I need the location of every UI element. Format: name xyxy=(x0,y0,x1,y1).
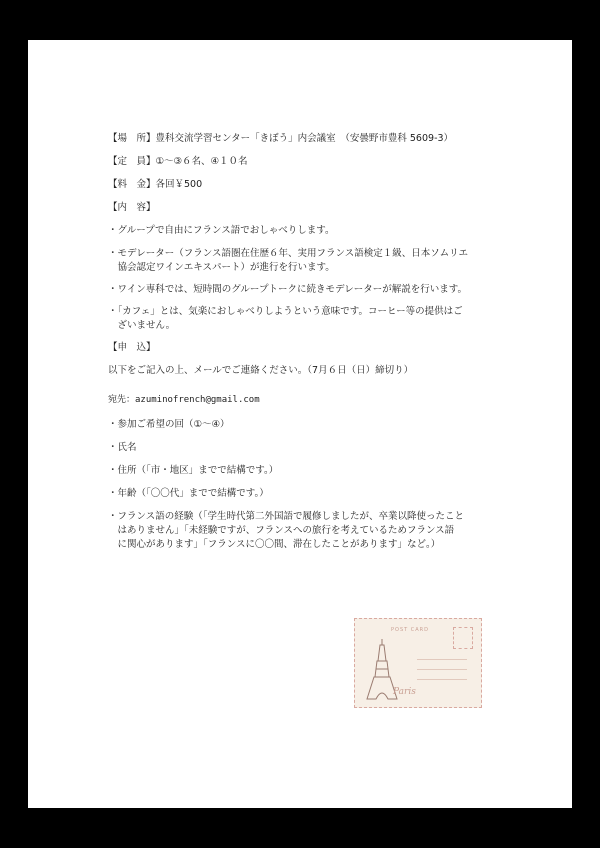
field-item: に関心があります」「フランスに〇〇間、滞在したことがあります」など。） xyxy=(108,539,441,550)
postcard-illustration xyxy=(354,618,482,708)
document-page xyxy=(28,40,572,808)
content-item: ・「カフェ」とは、気楽におしゃべりしようという意味です。コーヒー等の提供はご xyxy=(108,306,463,317)
field-item: ・参加ご希望の回（①〜④） xyxy=(108,419,230,430)
stamp-icon xyxy=(453,627,473,649)
fee-line: 【料 金】各回￥500 xyxy=(108,179,203,190)
field-item: ・年齢（「〇〇代」までで結構です。） xyxy=(108,488,269,499)
content-item: ざいません。 xyxy=(108,320,176,331)
apply-heading: 【申 込】 xyxy=(108,342,156,353)
field-item: ・フランス語の経験（「学生時代第二外国語で履修しましたが、卒業以降使ったこと xyxy=(108,511,464,522)
apply-text: 以下をご記入の上、メールでご連絡ください。（7月６日（日）締切り） xyxy=(108,365,414,376)
notice-body xyxy=(108,40,548,580)
postcard-heading: POST CARD xyxy=(391,627,430,633)
content-item: ・ワイン専科では、短時間のグループトークに続きモデレーターが解説を行います。 xyxy=(108,284,468,295)
content-heading: 【内 容】 xyxy=(108,202,156,213)
field-item: ・氏名 xyxy=(108,442,137,453)
postcard-signature: Paris xyxy=(393,687,416,697)
content-item: ・モデレーター（フランス語圏在住歴６年、実用フランス語検定１級、日本ソムリエ xyxy=(108,248,468,259)
place-line: 【場 所】豊科交流学習センター「きぼう」内会議室 （安曇野市豊科 5609-3） xyxy=(108,133,454,144)
field-item: ・住所（「市・地区」までで結構です。） xyxy=(108,465,279,476)
content-item: ・グループで自由にフランス語でおしゃべりします。 xyxy=(108,225,335,236)
email-address[interactable]: 宛先：azuminofrench@gmail.com xyxy=(108,395,260,405)
field-item: はありません」「未経験ですが、フランスへの旅行を考えているためフランス語 xyxy=(108,525,455,536)
capacity-line: 【定 員】①〜③６名、④１０名 xyxy=(108,156,248,167)
content-item: 協会認定ワインエキスパート）が進行を行います。 xyxy=(108,262,335,273)
